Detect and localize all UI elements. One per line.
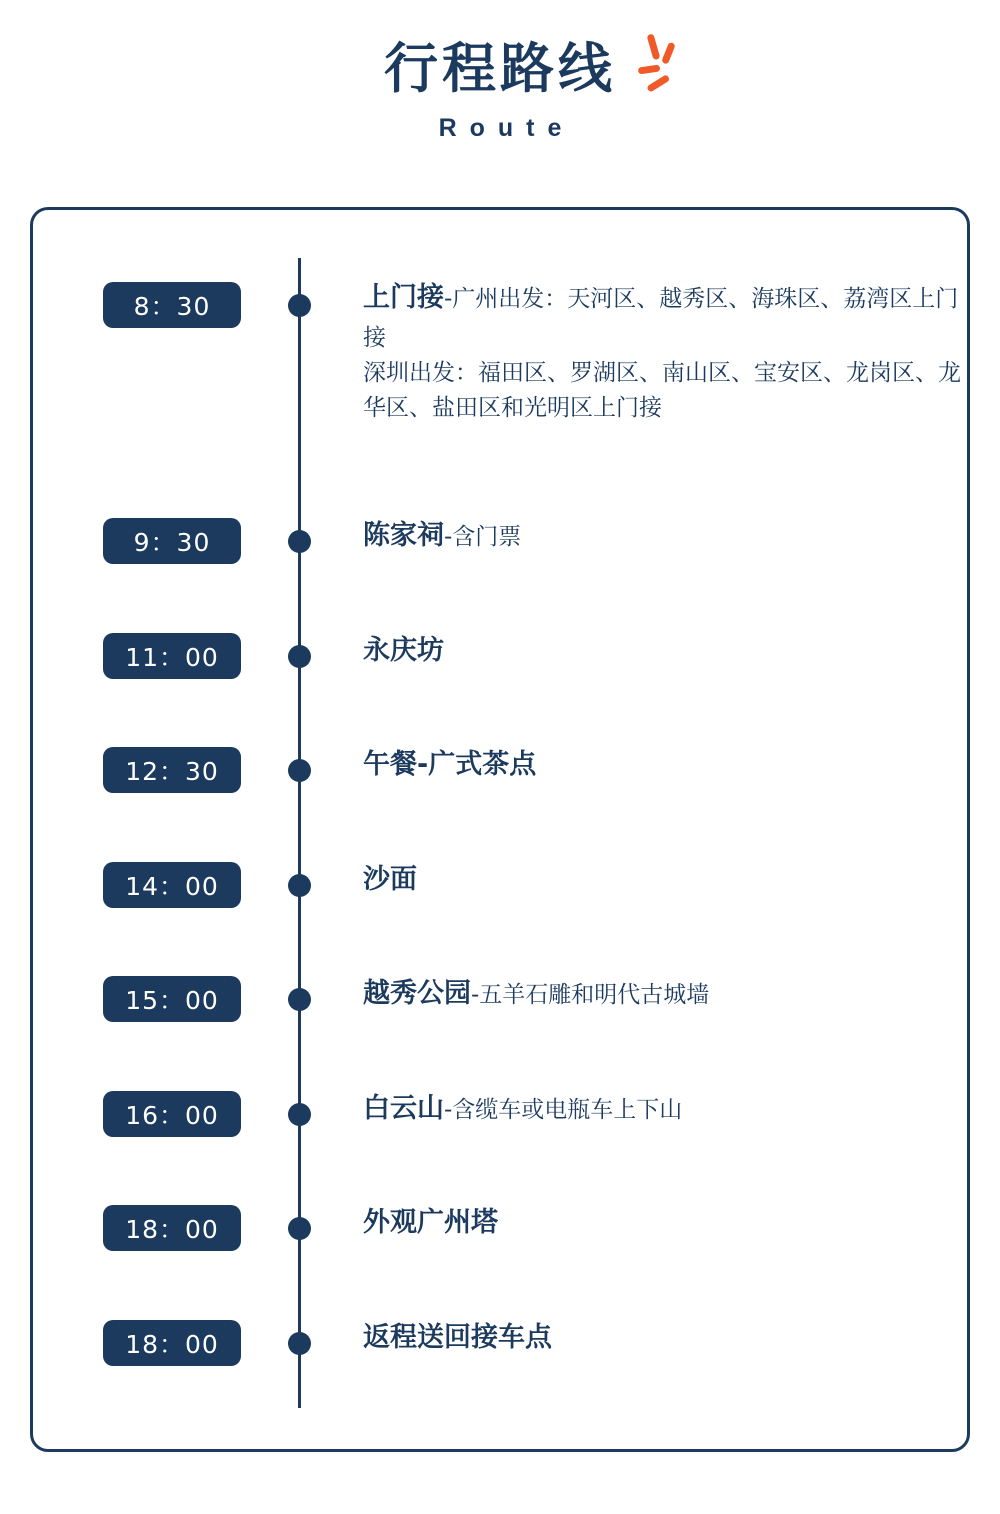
timeline-dot xyxy=(288,1217,311,1240)
activity-subtitle: -五羊石雕和明代古城墙 xyxy=(471,982,710,1008)
timeline-content xyxy=(363,516,953,555)
activity-title: 永庆坊 xyxy=(363,635,444,666)
timeline-dot xyxy=(288,645,311,668)
activity-title: 午餐-广式茶点 xyxy=(363,749,537,780)
activity-title-line xyxy=(363,974,963,1013)
timeline-dot xyxy=(288,988,311,1011)
activity-subtitle: -含门票 xyxy=(444,524,522,550)
activity-title: 上门接 xyxy=(363,282,444,313)
route-card xyxy=(30,207,970,1452)
activity-title-line xyxy=(363,745,953,784)
activity-title: 陈家祠 xyxy=(363,520,444,551)
poster-header xyxy=(0,0,1000,143)
time-badge: 14：00 xyxy=(103,862,241,908)
time-badge: 9：30 xyxy=(103,518,241,564)
time-badge: 18：00 xyxy=(103,1320,241,1366)
time-badge: 16：00 xyxy=(103,1091,241,1137)
timeline-content xyxy=(363,745,953,784)
activity-title: 返程送回接车点 xyxy=(363,1322,552,1353)
time-badge: 15：00 xyxy=(103,976,241,1022)
activity-title: 白云山 xyxy=(363,1093,444,1124)
timeline-dot xyxy=(288,1332,311,1355)
time-badge: 18：00 xyxy=(103,1205,241,1251)
activity-detail: 深圳出发：福田区、罗湖区、南山区、宝安区、龙岗区、龙华区、盐田区和光明区上门接 xyxy=(363,360,961,421)
timeline-dot xyxy=(288,530,311,553)
timeline-content xyxy=(363,860,953,899)
timeline-dot xyxy=(288,874,311,897)
timeline xyxy=(33,210,967,1449)
activity-subtitle: -广州出发：天河区、越秀区、海珠区、荔湾区上门接 xyxy=(363,286,959,352)
activity-title-line xyxy=(363,1203,953,1242)
timeline-content xyxy=(363,1203,953,1242)
activity-title-line xyxy=(363,1089,963,1128)
timeline-content xyxy=(363,1089,963,1128)
activity-title-line xyxy=(363,860,953,899)
page-title: 行程路线 xyxy=(384,37,616,100)
timeline-dot xyxy=(288,1103,311,1126)
time-badge: 8：30 xyxy=(103,282,241,328)
time-badge: 12：30 xyxy=(103,747,241,793)
timeline-content xyxy=(363,631,953,670)
title-block xyxy=(384,38,616,143)
activity-subtitle: -含缆车或电瓶车上下山 xyxy=(444,1097,683,1123)
activity-title: 越秀公园 xyxy=(363,978,471,1009)
activity-title: 沙面 xyxy=(363,864,417,895)
time-badge: 11：00 xyxy=(103,633,241,679)
timeline-dot xyxy=(288,759,311,782)
activity-title: 外观广州塔 xyxy=(363,1207,498,1238)
activity-title-line xyxy=(363,278,963,356)
page-subtitle: Route xyxy=(438,114,575,143)
activity-title-line xyxy=(363,516,953,555)
activity-title-line xyxy=(363,1318,953,1357)
timeline-content xyxy=(363,278,963,425)
timeline-content xyxy=(363,1318,953,1357)
timeline-dot xyxy=(288,294,311,317)
activity-title-line xyxy=(363,631,953,670)
spark-icon xyxy=(620,32,690,102)
timeline-content xyxy=(363,974,963,1013)
